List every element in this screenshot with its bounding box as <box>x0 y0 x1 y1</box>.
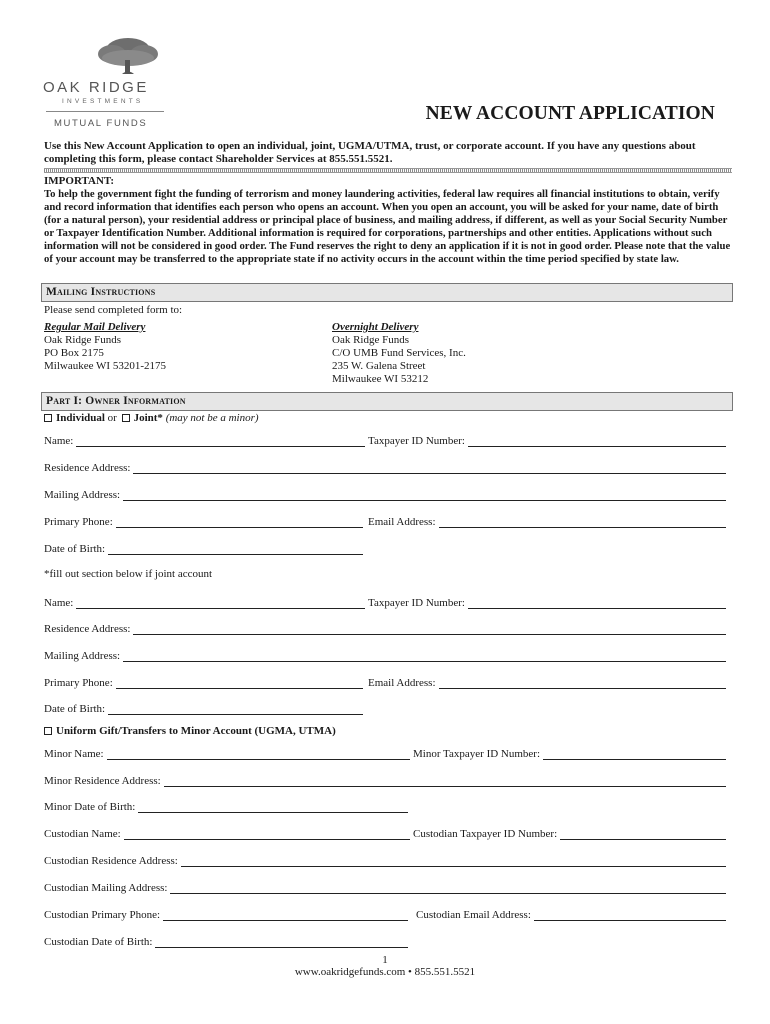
important-text: To help the government fight the funding of terrorism and money laundering activities, federal law requires all financial institutions to obtain, verify and record information that identifies each person who opens an account. When you open an account, you will be asked for your name, date of birth (for a natural person), your residential address or principal place of business, and mailing address, if different, as well as your Social Security Number or Taxpayer Identification Number. Additional information is required for corporations, partnerships and other entities. Applications without such information will not be considered in good order. The Fund reserves the right to deny an application if it is not in good order. Please note that the value of your account may be transferred to the appropriate state if no activity occurs in the account within the time period specified by state law. <box>44 188 731 266</box>
name-label: Name: <box>44 435 74 447</box>
company-logo <box>40 36 175 136</box>
custodian-email-field[interactable] <box>416 907 726 921</box>
email-label: Email Address: <box>368 516 436 528</box>
custodian-mailing-field[interactable] <box>44 880 726 894</box>
owner-name-field[interactable] <box>44 433 365 447</box>
overnight-delivery-title: Overnight Delivery <box>332 321 419 333</box>
residence-label: Residence Address: <box>44 462 131 474</box>
custodian-residence-label: Custodian Residence Address: <box>44 855 178 867</box>
oak-tree-icon <box>92 36 164 78</box>
name-input-line[interactable] <box>76 598 365 609</box>
individual-label: Individual <box>56 412 105 424</box>
joint-name-field[interactable] <box>44 595 365 609</box>
minor-residence-field[interactable] <box>44 773 726 787</box>
custodian-taxpayer-id-field[interactable] <box>413 826 726 840</box>
overnight-line: Milwaukee WI 53212 <box>332 373 429 385</box>
phone-input-line[interactable] <box>116 517 363 528</box>
ugma-title: Uniform Gift/Transfers to Minor Account (UGMA, UTMA) <box>56 725 336 737</box>
owner-taxpayer-id-field[interactable] <box>368 433 726 447</box>
phone-label: Primary Phone: <box>44 677 113 689</box>
taxpayer-id-input-line[interactable] <box>468 436 726 447</box>
email-input-line[interactable] <box>439 678 726 689</box>
residence-input-line[interactable] <box>133 463 726 474</box>
account-type-row <box>44 412 259 424</box>
mailing-label: Mailing Address: <box>44 650 121 662</box>
phone-input-line[interactable] <box>116 678 363 689</box>
email-label: Email Address: <box>368 677 436 689</box>
joint-email-field[interactable] <box>368 675 726 689</box>
minor-name-field[interactable] <box>44 746 410 760</box>
owner-phone-field[interactable] <box>44 514 363 528</box>
custodian-taxpayer-id-input-line[interactable] <box>560 829 726 840</box>
mailing-section-header: Mailing Instructions <box>41 283 733 302</box>
mailing-input-line[interactable] <box>123 490 726 501</box>
individual-checkbox[interactable] <box>44 414 52 422</box>
minor-name-input-line[interactable] <box>107 749 410 760</box>
custodian-name-input-line[interactable] <box>124 829 410 840</box>
page-number: 1 <box>382 954 388 966</box>
joint-checkbox[interactable] <box>122 414 130 422</box>
minor-taxpayer-id-label: Minor Taxpayer ID Number: <box>413 748 541 760</box>
name-input-line[interactable] <box>76 436 365 447</box>
ugma-checkbox[interactable] <box>44 727 52 735</box>
part1-section-header: Part I: Owner Information <box>41 392 733 411</box>
owner-mailing-field[interactable] <box>44 487 726 501</box>
joint-instruction: *fill out section below if joint account <box>44 568 213 580</box>
dob-label: Date of Birth: <box>44 703 106 715</box>
joint-note: (may not be a minor) <box>165 412 259 424</box>
intro-text: Use this New Account Application to open an individual, joint, UGMA/UTMA, trust, or corporate account. If you have any questions about completing this form, please contact Shareholder Services at 855.551.5521. <box>44 140 696 165</box>
joint-dob-field[interactable] <box>44 701 363 715</box>
joint-residence-field[interactable] <box>44 621 726 635</box>
taxpayer-id-input-line[interactable] <box>468 598 726 609</box>
joint-label: Joint* <box>133 412 163 424</box>
minor-dob-label: Minor Date of Birth: <box>44 801 136 813</box>
custodian-email-label: Custodian Email Address: <box>416 909 531 921</box>
custodian-phone-field[interactable] <box>44 907 408 921</box>
regular-mail-line: Milwaukee WI 53201-2175 <box>44 360 166 372</box>
minor-taxpayer-id-field[interactable] <box>413 746 726 760</box>
mailing-label: Mailing Address: <box>44 489 121 501</box>
dob-input-line[interactable] <box>108 544 363 555</box>
custodian-email-input-line[interactable] <box>534 910 726 921</box>
logo-subtitle: INVESTMENTS <box>62 98 144 105</box>
overnight-line: C/O UMB Fund Services, Inc. <box>332 347 466 359</box>
custodian-dob-field[interactable] <box>44 934 408 948</box>
regular-mail-title: Regular Mail Delivery <box>44 321 146 333</box>
overnight-line: 235 W. Galena Street <box>332 360 426 372</box>
owner-residence-field[interactable] <box>44 460 726 474</box>
custodian-taxpayer-id-label: Custodian Taxpayer ID Number: <box>413 828 558 840</box>
custodian-dob-input-line[interactable] <box>155 937 408 948</box>
custodian-phone-label: Custodian Primary Phone: <box>44 909 161 921</box>
owner-dob-field[interactable] <box>44 541 363 555</box>
regular-mail-line: PO Box 2175 <box>44 347 104 359</box>
taxpayer-id-label: Taxpayer ID Number: <box>368 435 465 447</box>
logo-divider <box>46 111 164 112</box>
overnight-line: Oak Ridge Funds <box>332 334 409 346</box>
regular-mail-line: Oak Ridge Funds <box>44 334 121 346</box>
owner-email-field[interactable] <box>368 514 726 528</box>
joint-phone-field[interactable] <box>44 675 363 689</box>
minor-taxpayer-id-input-line[interactable] <box>543 749 726 760</box>
footer-contact: www.oakridgefunds.com • 855.551.5521 <box>294 966 476 978</box>
name-label: Name: <box>44 597 74 609</box>
page-title: NEW ACCOUNT APPLICATION <box>425 103 715 124</box>
logo-name: OAK RIDGE <box>43 79 149 96</box>
custodian-name-label: Custodian Name: <box>44 828 121 840</box>
custodian-phone-input-line[interactable] <box>163 910 408 921</box>
minor-dob-input-line[interactable] <box>138 802 408 813</box>
joint-taxpayer-id-field[interactable] <box>368 595 726 609</box>
taxpayer-id-label: Taxpayer ID Number: <box>368 597 465 609</box>
ugma-row <box>44 725 336 737</box>
hatched-divider <box>44 168 732 173</box>
logo-fund: MUTUAL FUNDS <box>54 118 148 129</box>
or-label: or <box>107 412 117 424</box>
dob-label: Date of Birth: <box>44 543 106 555</box>
minor-residence-label: Minor Residence Address: <box>44 775 161 787</box>
minor-name-label: Minor Name: <box>44 748 104 760</box>
minor-dob-field[interactable] <box>44 799 408 813</box>
minor-residence-input-line[interactable] <box>164 776 726 787</box>
custodian-mailing-label: Custodian Mailing Address: <box>44 882 168 894</box>
custodian-residence-input-line[interactable] <box>181 856 726 867</box>
important-label: IMPORTANT: <box>44 175 115 187</box>
mailing-input-line[interactable] <box>123 651 726 662</box>
mailing-instruction: Please send completed form to: <box>44 304 183 316</box>
custodian-residence-field[interactable] <box>44 853 726 867</box>
dob-input-line[interactable] <box>108 704 363 715</box>
email-input-line[interactable] <box>439 517 726 528</box>
residence-label: Residence Address: <box>44 623 131 635</box>
custodian-dob-label: Custodian Date of Birth: <box>44 936 153 948</box>
residence-input-line[interactable] <box>133 624 726 635</box>
phone-label: Primary Phone: <box>44 516 113 528</box>
custodian-mailing-input-line[interactable] <box>170 883 726 894</box>
custodian-name-field[interactable] <box>44 826 410 840</box>
joint-mailing-field[interactable] <box>44 648 726 662</box>
